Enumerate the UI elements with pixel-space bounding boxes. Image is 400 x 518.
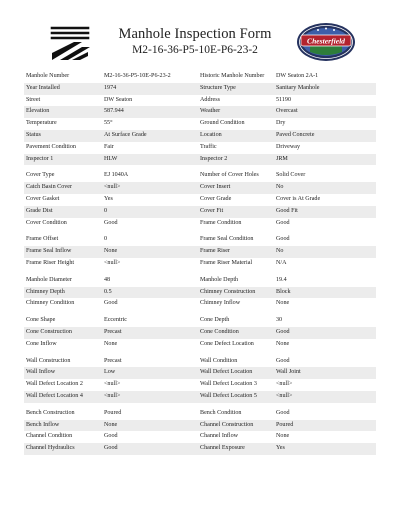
field-value: Good bbox=[276, 357, 290, 364]
field-value: Driveway bbox=[276, 143, 301, 150]
field-value: 587.944 bbox=[104, 108, 124, 115]
table-row bbox=[24, 71, 376, 83]
field-value: 30 bbox=[276, 317, 283, 324]
field-value: Fair bbox=[104, 143, 114, 150]
field-value: EJ 1040A bbox=[104, 172, 129, 179]
field-value: Cover is At Grade bbox=[276, 195, 321, 202]
field-label: Wall Defect Location 2 bbox=[26, 381, 83, 388]
field-value: M2-16-36-P5-10E-P6-23-2 bbox=[104, 73, 171, 79]
field-label: Structure Type bbox=[200, 84, 236, 91]
field-label: Cone Defect Location bbox=[200, 340, 254, 347]
form-header bbox=[0, 0, 400, 70]
field-label: Elevation bbox=[26, 108, 50, 115]
field-value: Good bbox=[276, 409, 290, 416]
field-value: JRM bbox=[276, 155, 288, 162]
field-label: Wall Construction bbox=[26, 357, 71, 364]
table-row bbox=[24, 367, 376, 379]
field-label: Pavement Condition bbox=[26, 143, 76, 150]
field-label: Channel Exposure bbox=[200, 445, 245, 452]
field-label: Cone Shape bbox=[26, 317, 56, 324]
field-label: Frame Offset bbox=[26, 236, 59, 243]
table-row bbox=[24, 95, 376, 107]
field-label: Location bbox=[200, 131, 222, 138]
field-label: Channel Inflow bbox=[200, 433, 239, 440]
field-label: Frame Riser Material bbox=[200, 259, 253, 266]
field-value: None bbox=[104, 248, 118, 255]
field-value: Poured bbox=[276, 421, 294, 428]
table-row bbox=[24, 420, 376, 432]
field-value: Wall Joint bbox=[276, 369, 301, 376]
field-value: Eccentric bbox=[104, 317, 128, 324]
table-row bbox=[24, 182, 376, 194]
field-label: Year Installed bbox=[26, 84, 60, 91]
field-value: Good bbox=[104, 433, 118, 440]
field-label: Frame Condition bbox=[200, 219, 242, 226]
field-value: N/A bbox=[276, 259, 287, 266]
field-label: Historic Manhole Number bbox=[200, 73, 265, 79]
field-label: Cover Type bbox=[26, 172, 55, 179]
field-label: Frame Seal Condition bbox=[200, 236, 254, 243]
table-row bbox=[24, 275, 376, 287]
field-value: DW Seaton bbox=[104, 96, 133, 103]
field-value: Good bbox=[276, 219, 290, 226]
field-label: Wall Condition bbox=[200, 357, 238, 364]
field-label: Channel Condition bbox=[26, 433, 73, 440]
field-label: Grade Dist bbox=[26, 207, 53, 214]
inspection-section bbox=[24, 234, 376, 269]
field-label: Traffic bbox=[200, 143, 217, 150]
field-value: Good bbox=[276, 328, 290, 335]
field-label: Cone Condition bbox=[200, 328, 239, 335]
table-row bbox=[24, 408, 376, 420]
field-value: <null> bbox=[104, 392, 121, 399]
field-value: Good Fit bbox=[276, 207, 298, 214]
field-value: Precast bbox=[104, 357, 122, 364]
field-label: Address bbox=[200, 96, 220, 103]
field-label: Chimney Inflow bbox=[200, 300, 241, 307]
field-value: DW Seaton 2A-1 bbox=[276, 73, 319, 79]
field-label: Manhole Depth bbox=[200, 276, 239, 283]
field-value: Yes bbox=[276, 445, 285, 452]
field-value: 51190 bbox=[276, 96, 292, 103]
field-value: Solid Cover bbox=[276, 172, 306, 179]
table-row bbox=[24, 379, 376, 391]
field-label: Cover Insert bbox=[200, 184, 231, 191]
table-row bbox=[24, 106, 376, 118]
field-value: <null> bbox=[276, 381, 293, 388]
table-row bbox=[24, 298, 376, 310]
field-value: None bbox=[104, 340, 118, 347]
field-value: Precast bbox=[104, 328, 122, 335]
field-label: Wall Defect Location 3 bbox=[200, 381, 257, 388]
field-label: Chimney Condition bbox=[26, 300, 75, 307]
table-row bbox=[24, 130, 376, 142]
field-value: 1974 bbox=[104, 84, 117, 91]
field-value: Sanitary Manhole bbox=[276, 84, 320, 91]
field-value: No bbox=[276, 184, 284, 191]
field-value: Dry bbox=[276, 120, 286, 127]
field-value: Paved Concrete bbox=[276, 131, 315, 138]
field-label: Weather bbox=[200, 108, 221, 115]
field-value: <null> bbox=[104, 184, 121, 191]
table-row bbox=[24, 431, 376, 443]
field-value: Good bbox=[104, 219, 118, 226]
field-value: 0.5 bbox=[104, 288, 112, 295]
field-label: Frame Riser bbox=[200, 248, 230, 255]
table-row bbox=[24, 118, 376, 130]
seal-text: Chesterfield bbox=[307, 36, 345, 46]
field-label: Wall Defect Location 5 bbox=[200, 392, 257, 399]
field-label: Wall Defect Location 4 bbox=[26, 392, 83, 399]
table-row bbox=[24, 258, 376, 270]
field-value: Overcast bbox=[276, 108, 298, 115]
field-label: Channel Construction bbox=[200, 421, 254, 428]
field-value: <null> bbox=[276, 392, 293, 399]
field-label: Wall Inflow bbox=[26, 369, 56, 376]
field-value: 48 bbox=[104, 276, 111, 283]
field-label: Cone Depth bbox=[200, 317, 230, 324]
table-row bbox=[24, 234, 376, 246]
field-label: Street bbox=[26, 96, 41, 103]
inspection-section bbox=[24, 71, 376, 165]
field-label: Number of Cover Holes bbox=[200, 172, 259, 179]
field-value: No bbox=[276, 248, 284, 255]
inspection-section bbox=[24, 356, 376, 403]
table-row bbox=[24, 391, 376, 403]
field-value: At Surface Grade bbox=[104, 131, 147, 138]
field-value: Good bbox=[104, 445, 118, 452]
field-label: Cover Condition bbox=[26, 219, 67, 226]
field-label: Cone Inflow bbox=[26, 340, 57, 347]
field-value: 0 bbox=[104, 207, 108, 214]
field-label: Manhole Diameter bbox=[26, 276, 72, 283]
field-label: Inspector 2 bbox=[200, 155, 228, 162]
table-row bbox=[24, 356, 376, 368]
field-value: Block bbox=[276, 288, 291, 295]
table-row bbox=[24, 206, 376, 218]
field-label: Cone Construction bbox=[26, 328, 72, 335]
chesterfield-seal-icon bbox=[296, 22, 356, 62]
field-label: Cover Grade bbox=[200, 195, 232, 202]
inspection-sections bbox=[24, 71, 376, 455]
table-row bbox=[24, 218, 376, 230]
field-value: Poured bbox=[104, 409, 122, 416]
field-value: 55° bbox=[104, 120, 113, 127]
field-label: Bench Inflow bbox=[26, 421, 60, 428]
table-row bbox=[24, 170, 376, 182]
table-row bbox=[24, 246, 376, 258]
table-row bbox=[24, 142, 376, 154]
form-title: Manhole Inspection Form bbox=[118, 26, 272, 42]
field-label: Ground Condition bbox=[200, 120, 245, 127]
table-row bbox=[24, 154, 376, 166]
table-row bbox=[24, 194, 376, 206]
field-label: Bench Condition bbox=[200, 409, 242, 416]
field-label: Chimney Construction bbox=[200, 288, 256, 295]
field-value: None bbox=[276, 433, 290, 440]
field-label: Wall Defect Location bbox=[200, 369, 253, 376]
field-value: None bbox=[276, 300, 290, 307]
manhole-id-subtitle: M2-16-36-P5-10E-P6-23-2 bbox=[132, 44, 258, 56]
field-label: Channel Hydraulics bbox=[26, 445, 75, 452]
table-row bbox=[24, 339, 376, 351]
inspection-section bbox=[24, 408, 376, 455]
table-row bbox=[24, 287, 376, 299]
field-label: Cover Fit bbox=[200, 207, 224, 214]
inspection-section bbox=[24, 315, 376, 350]
table-row bbox=[24, 315, 376, 327]
field-label: Frame Riser Height bbox=[26, 259, 75, 266]
stacked-diagonal-lines-logo-icon bbox=[48, 22, 92, 62]
field-value: Yes bbox=[104, 195, 113, 202]
field-value: Good bbox=[104, 300, 118, 307]
inspection-section bbox=[24, 275, 376, 310]
field-value: None bbox=[104, 421, 118, 428]
table-row bbox=[24, 443, 376, 455]
field-label: Catch Basin Cover bbox=[26, 184, 73, 191]
field-value: 0 bbox=[104, 236, 108, 243]
field-label: Bench Construction bbox=[26, 409, 75, 416]
field-value: <null> bbox=[104, 381, 121, 388]
field-value: HLW bbox=[104, 155, 118, 162]
field-value: Low bbox=[104, 369, 116, 376]
field-value: 19.4 bbox=[276, 276, 287, 283]
field-value: <null> bbox=[104, 259, 121, 266]
field-label: Status bbox=[26, 131, 41, 138]
field-label: Cover Gasket bbox=[26, 195, 60, 202]
field-label: Manhole Number bbox=[26, 73, 70, 79]
inspection-section bbox=[24, 170, 376, 229]
field-label: Inspector 1 bbox=[26, 155, 54, 162]
table-row bbox=[24, 83, 376, 95]
field-value: Good bbox=[276, 236, 290, 243]
field-label: Temperature bbox=[26, 120, 57, 127]
table-row bbox=[24, 327, 376, 339]
field-label: Chimney Depth bbox=[26, 288, 65, 295]
field-label: Frame Seal Inflow bbox=[26, 248, 72, 255]
field-value: None bbox=[276, 340, 290, 347]
